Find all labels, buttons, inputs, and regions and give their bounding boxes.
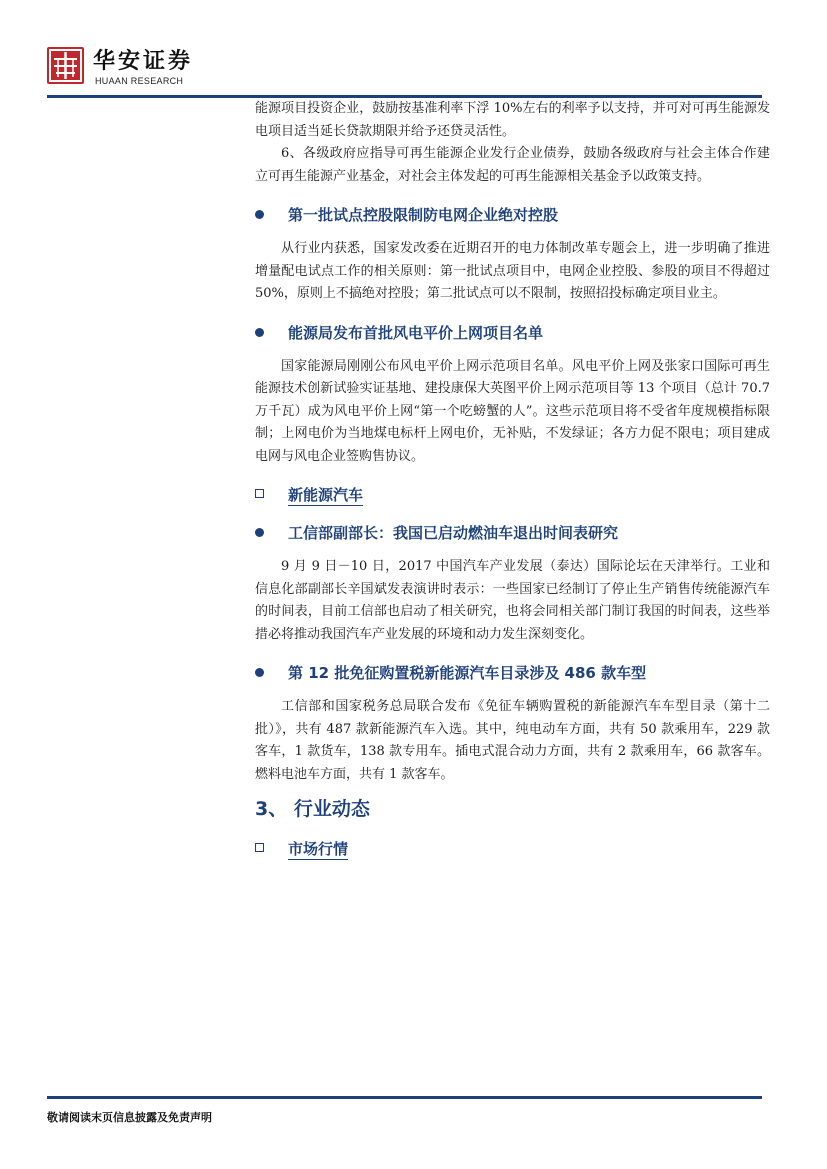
section-3-title: 3、 行业动态 (255, 798, 370, 820)
seal-icon (47, 47, 84, 84)
subheading-market (255, 838, 770, 860)
paragraph-tax-exempt-catalog: 工信部和国家税务总局联合发布《免征车辆购置税的新能源汽车车型目录（第十二批）》，共有 487 款新能源汽车入选。其中，纯电动车方面，共有 50 款乘用车，229 款客车，1 款货车，138 款专用车。插电式混合动力方面，共有 2 款乘用车，66 款客车。燃料电池车方面，共有 1 款客车。 (255, 699, 770, 782)
heading-text: 能源局发布首批风电平价上网项目名单 (288, 323, 544, 342)
checkbox-square-icon (255, 489, 264, 498)
bullet-icon (255, 668, 264, 677)
heading-text: 第 12 批免征购置税新能源汽车目录涉及 486 款车型 (288, 664, 647, 682)
heading-text: 第一批试点控股限制防电网企业绝对控股 (288, 206, 559, 224)
logo-chinese: 华安证券 (93, 48, 194, 74)
paragraph-fuel-car-exit: 9 月 9 日－10 日，2017 中国汽车产业发展（泰达）国际论坛在天津举行。工业和信息化部副部长辛国斌发表演讲时表示：一些国家已经制订了停止生产销售传统能源汽车的时间表，目前工信部也启动了相关研究，也将会同相关部门制订我国的时间表，这些举措必将推动我国汽车产业发展的环境和动力发生深刻变化。 (255, 559, 770, 642)
subheading-text: 新能源汽车 (288, 486, 364, 504)
heading-tax-exempt-catalog (255, 662, 770, 684)
paragraph-pilot-holding: 从行业内获悉，国家发改委在近期召开的电力体制改革专题会上，进一步明确了推进增量配电试点工作的相关原则：第一批试点项目中，电网企业控股、参股的项目不得超过 50%，原则上不搞绝对控股；第二批试点可以不限制，按照招投标确定项目业主。 (255, 241, 770, 301)
paragraph-wind-parity: 国家能源局刚刚公布风电平价上网示范项目名单。风电平价上网及张家口国际可再生能源技术创新试验实证基地、建投康保大英图平价上网示范项目等 13 个项目（总计 70.7 万千瓦）成为风电平价上网“第一个吃螃蟹的人”。这些示范项目将不受省年度规模指标限制；上网电价为当地煤电标杆上网电价，无补贴，不发绿证；各方力促不限电；项目建成电网与风电企业签购售协议。 (255, 358, 770, 464)
paragraph-continued: 能源项目投资企业，鼓励按基准利率下浮 10%左右的利率予以支持，并可对可再生能源发电项目适当延长贷款期限并给予还贷灵活性。 (255, 101, 770, 139)
subheading-text: 市场行情 (288, 840, 349, 858)
heading-wind-parity (255, 322, 770, 344)
subheading-new-energy-vehicles (255, 484, 770, 506)
heading-text: 工信部副部长：我国已启动燃油车退出时间表研究 (288, 524, 619, 542)
main-content (255, 98, 770, 872)
bullet-icon (255, 210, 264, 219)
logo-english: HUAAN RESEARCH (95, 76, 184, 86)
footer-rule (47, 1096, 762, 1099)
footer-disclaimer: 敬请阅读末页信息披露及免责声明 (47, 1111, 212, 1124)
checkbox-square-icon (255, 843, 264, 852)
paragraph-policy-6: 6、各级政府应指导可再生能源企业发行企业债券，鼓励各级政府与社会主体合作建立可再生能源产业基金，对社会主体发起的可再生能源相关基金予以政策支持。 (255, 146, 770, 184)
bullet-icon (255, 328, 264, 337)
bullet-icon (255, 528, 264, 537)
heading-pilot-holding (255, 204, 770, 226)
heading-fuel-car-exit (255, 522, 770, 544)
logo-mark (47, 47, 84, 84)
